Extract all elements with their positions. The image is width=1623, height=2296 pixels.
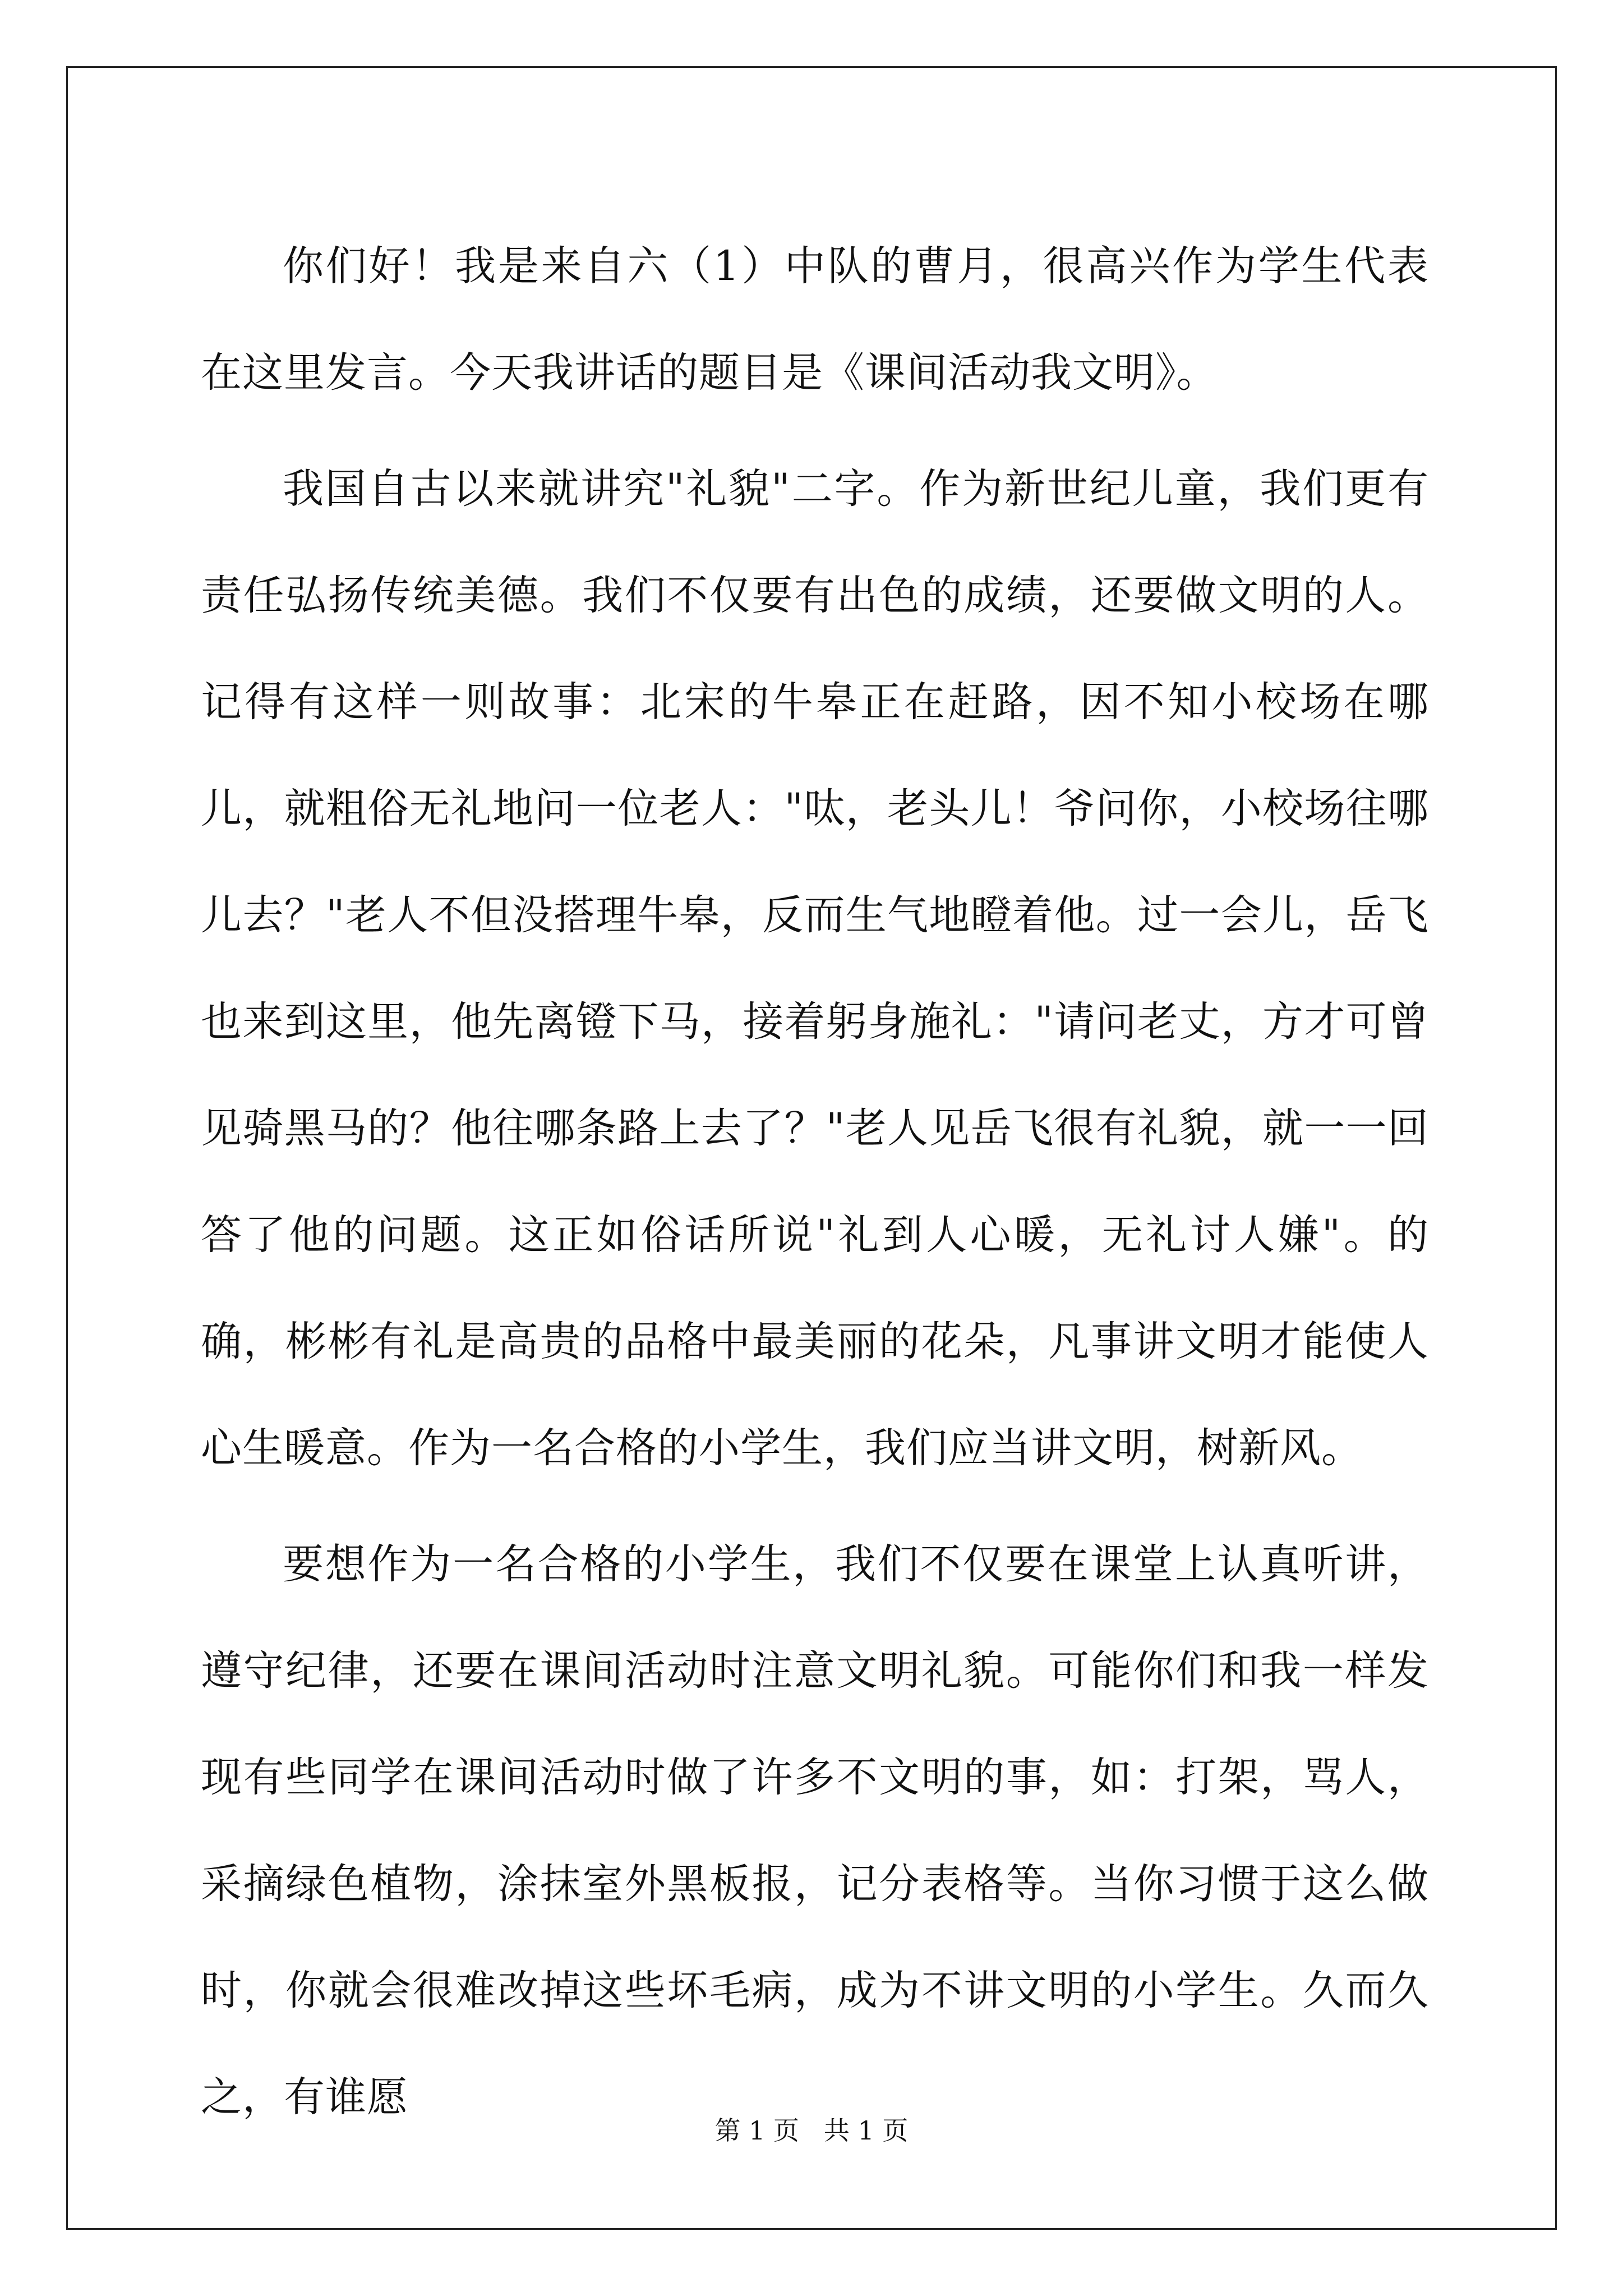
paragraph-3: 要想作为一名合格的小学生，我们不仅要在课堂上认真听讲，遵守纪律，还要在课间活动时注意文明礼貌。可能你们和我一样发现有些同学在课间活动时做了许多不文明的事，如：打架，骂人，采摘绿色植物，涂抹室外黑板报，记分表格等。当你习惯于这么做时，你就会很难改掉这些坏毛病，成为不讲文明的小学生。久而久之，有谁愿 bbox=[201, 1540, 1429, 2121]
page-footer bbox=[0, 2114, 1623, 2147]
paragraph-1: 你们好！我是来自六（1）中队的曹月，很高兴作为学生代表在这里发言。今天我讲话的题目是《课间活动我文明》。 bbox=[201, 242, 1429, 397]
document-body bbox=[201, 213, 1429, 2160]
page-number-label: 第 1 页 共 1 页 bbox=[714, 2115, 909, 2146]
paragraph-2: 我国自古以来就讲究"礼貌"二字。作为新世纪儿童，我们更有责任弘扬传统美德。我们不仅要有出色的成绩，还要做文明的人。记得有这样一则故事：北宋的牛皋正在赶路，因不知小校场在哪儿，就粗俗无礼地问一位老人："呔，老头儿！爷问你，小校场往哪儿去？"老人不但没搭理牛皋，反而生气地瞪着他。过一会儿，岳飞也来到这里，他先离镫下马，接着躬身施礼："请问老丈，方才可曾见骑黑马的？他往哪条路上去了？"老人见岳飞很有礼貌，就一一回答了他的问题。这正如俗话所说"礼到人心暖，无礼讨人嫌"。的确，彬彬有礼是高贵的品格中最美丽的花朵，凡事讲文明才能使人心生暖意。作为一名合格的小学生，我们应当讲文明，树新风。 bbox=[201, 465, 1429, 1472]
